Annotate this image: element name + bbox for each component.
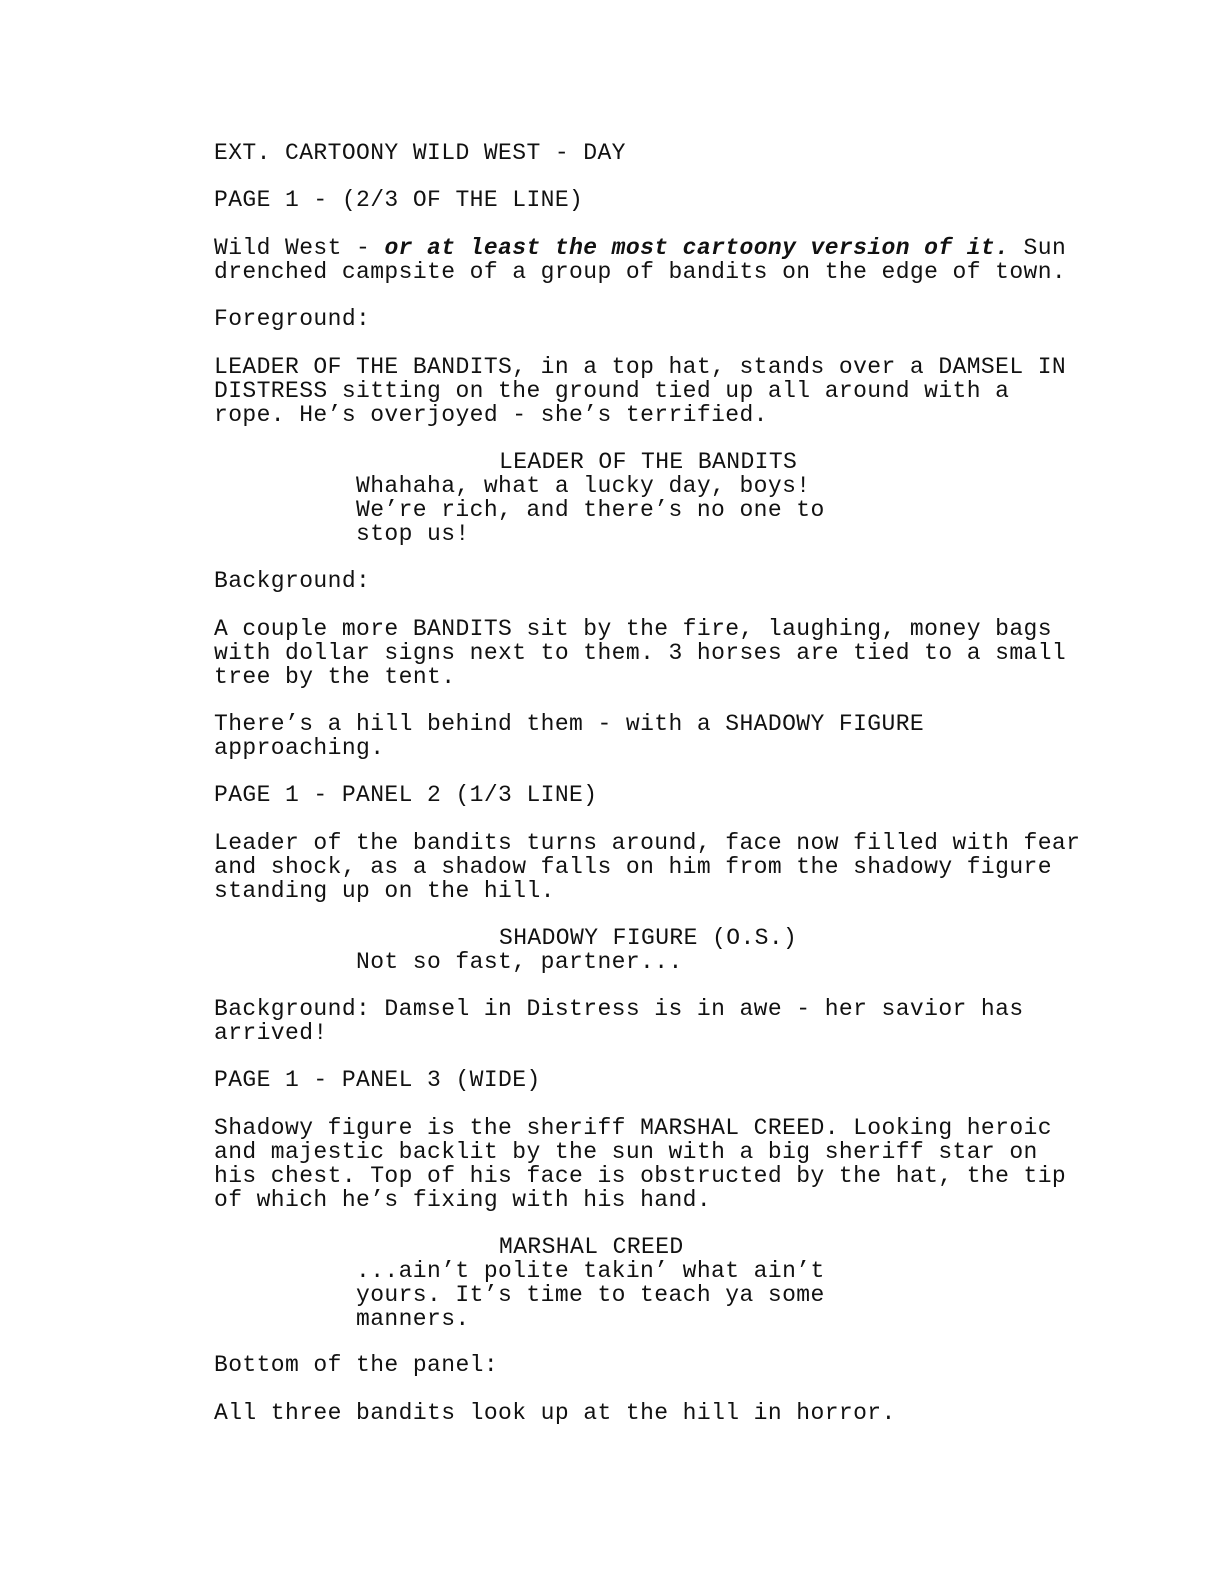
dialogue-line: Whahaha, what a lucky day, boys!	[356, 473, 811, 499]
action-line: A couple more BANDITS sit by the fire, laughing, money bags	[214, 616, 1052, 642]
action-line: with dollar signs next to them. 3 horses are tied to a small	[214, 640, 1067, 666]
panel-heading: PAGE 1 - PANEL 3 (WIDE)	[214, 1067, 541, 1093]
action-line: All three bandits look up at the hill in horror.	[214, 1400, 896, 1426]
action-line: and majestic backlit by the sun with a big sheriff star on	[214, 1139, 1038, 1165]
action-line: There’s a hill behind them - with a SHADOWY FIGURE	[214, 711, 925, 737]
action-text: Sun	[1009, 235, 1067, 261]
action-line	[214, 237, 1066, 261]
action-line: LEADER OF THE BANDITS, in a top hat, stands over a DAMSEL IN	[214, 354, 1067, 380]
bottom-label: Bottom of the panel:	[214, 1352, 499, 1378]
scene-heading: EXT. CARTOONY WILD WEST - DAY	[214, 140, 626, 166]
dialogue-line: Not so fast, partner...	[356, 949, 683, 975]
action-line: drenched campsite of a group of bandits on the edge of town.	[214, 259, 1067, 285]
action-line: and shock, as a shadow falls on him from the shadowy figure	[214, 854, 1052, 880]
character-name: SHADOWY FIGURE (O.S.)	[499, 925, 798, 951]
dialogue-line: ...ain’t polite takin’ what ain’t	[356, 1258, 825, 1284]
panel-heading: PAGE 1 - (2/3 OF THE LINE)	[214, 187, 584, 213]
dialogue-line: manners.	[356, 1306, 470, 1332]
action-line: Background: Damsel in Distress is in awe - her savior has	[214, 996, 1024, 1022]
emphasized-text: or at least the most cartoony version of it.	[384, 235, 1010, 261]
action-line: approaching.	[214, 735, 385, 761]
action-line: Leader of the bandits turns around, face now filled with fear	[214, 830, 1081, 856]
action-line: tree by the tent.	[214, 664, 456, 690]
background-label: Background:	[214, 568, 371, 594]
foreground-label: Foreground:	[214, 306, 371, 332]
panel-heading: PAGE 1 - PANEL 2 (1/3 LINE)	[214, 782, 598, 808]
action-text: Wild West -	[214, 235, 385, 261]
character-name: LEADER OF THE BANDITS	[499, 449, 798, 475]
action-line: rope. He’s overjoyed - she’s terrified.	[214, 402, 768, 428]
action-line: of which he’s fixing with his hand.	[214, 1187, 712, 1213]
action-line: Shadowy figure is the sheriff MARSHAL CREED. Looking heroic	[214, 1115, 1052, 1141]
dialogue-line: We’re rich, and there’s no one to	[356, 497, 825, 523]
action-line: his chest. Top of his face is obstructed by the hat, the tip	[214, 1163, 1067, 1189]
action-line: arrived!	[214, 1020, 328, 1046]
action-line: DISTRESS sitting on the ground tied up all around with a	[214, 378, 1010, 404]
action-line: standing up on the hill.	[214, 878, 555, 904]
dialogue-line: stop us!	[356, 521, 470, 547]
character-name: MARSHAL CREED	[499, 1234, 684, 1260]
dialogue-line: yours. It’s time to teach ya some	[356, 1282, 825, 1308]
